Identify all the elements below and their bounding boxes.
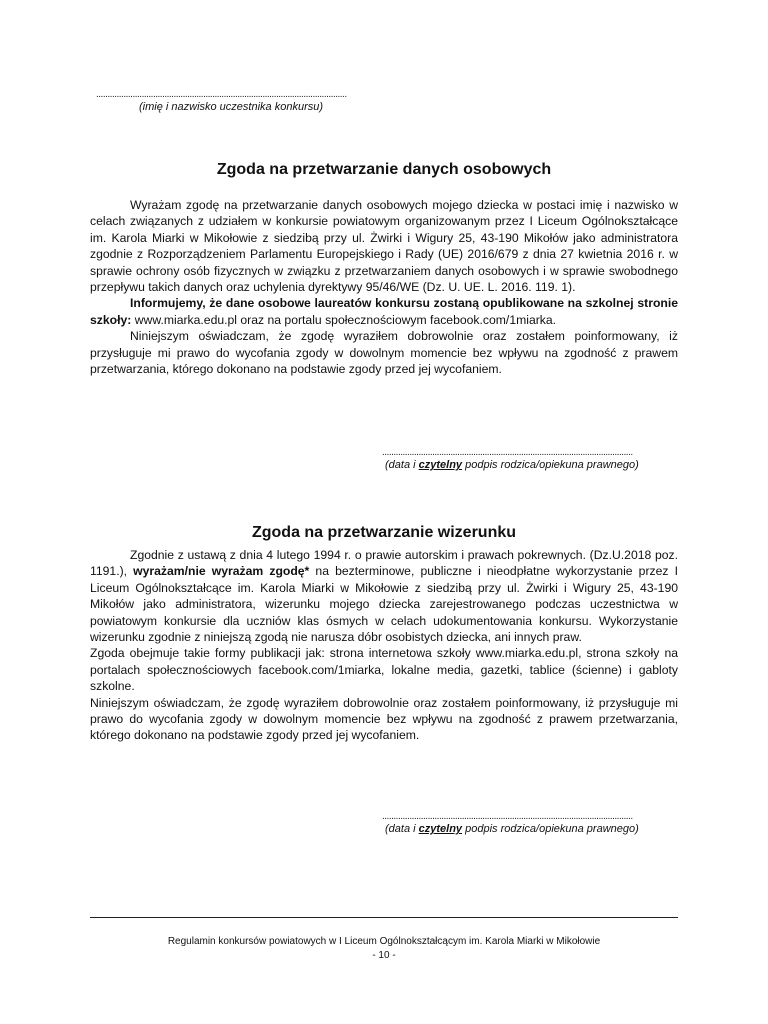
signature-caption-1-pre: (data i xyxy=(385,459,419,471)
image-consent-text-a: Zgodnie z ustawą z dnia 4 lutego 1994 r. o prawie autorskim i prawach pokrewnych. (Dz.U.2018 poz. 1191.), xyxy=(90,548,678,579)
voluntary-statement-paragraph-2: Niniejszym oświadczam, że zgodę wyraziłem dobrowolnie oraz zostałem poinformowany, iż przysługuje mi prawo do wycofania zgody w dowolnym momencie bez wpływu na zgodność z prawem przetwarzania, którego dokonano na podstawie zgody przed jej wycofaniem. xyxy=(90,695,678,743)
signature-line-1: .............................................................................................................. xyxy=(382,448,633,458)
personal-data-consent-paragraph: Wyrażam zgodę na przetwarzanie danych osobowych mojego dziecka w postaci imię i nazwisko w celach związanych z udziałem w konkursie powiatowym organizowanym przez I Liceum Ogólnokształcące im. Karola Miarki w Mikołowie z siedzibą przy ul. Żwirki i Wigury 25, 43-190 Mikołów jako administratora zgodnie z Rozporządzeniem Parlamentu Europejskiego i Rady (UE) 2016/679 z dnia 27 kwietnia 2016 r. w sprawie ochrony osób fizycznych w związku z przetwarzaniem danych osobowych i w sprawie swobodnego przepływu takich danych oraz uchylenia dyrektywy 95/46/WE (Dz. U. UE. L. 2016. 119. 1). xyxy=(90,198,678,295)
publication-info-rest: www.miarka.edu.pl oraz na portalu społecznościowym facebook.com/1miarka. xyxy=(131,312,557,327)
image-consent-body xyxy=(90,547,678,744)
personal-data-consent-body xyxy=(90,197,678,377)
image-consent-text-b: na bezterminowe, publiczne i nieodpłatne wykorzystanie przez I Liceum Ogólnokształcące im. Karola Miarki w Mikołowie z siedzibą przy ul. Żwirki i Wigury 25, 43-190 Mikołów jako administratora, wizerunku mojego dziecka zarejestrowanego podczas uczestnictwa w powiatowym konkursie dla uczniów klas ósmych w celach udokumentowania konkursu. Wykorzystanie wizerunku zgodnie z niniejszą zgodą nie narusza dóbr osobistych dziecka, ani innych praw. xyxy=(90,564,678,645)
signature-caption-2 xyxy=(385,823,639,835)
signature-caption-1-bold: czytelny xyxy=(418,459,463,471)
footer-divider xyxy=(90,917,678,918)
participant-name-caption: (imię i nazwisko uczestnika konkursu) xyxy=(139,101,324,113)
section-title-image: Zgoda na przetwarzanie wizerunku xyxy=(251,524,517,541)
page-number: - 10 - xyxy=(372,950,396,961)
signature-line-2: .............................................................................................................. xyxy=(382,812,633,822)
image-consent-choice: wyrażam/nie wyrażam zgodę* xyxy=(133,564,310,579)
publication-forms-paragraph: Zgoda obejmuje takie formy publikacji jak: strona internetowa szkoły www.miarka.edu.pl, strona szkoły na portalach społecznościowych facebook.com/1miarka, lokalne media, gazetki, tablice (ścienne) i gabloty szkolne. xyxy=(90,646,678,694)
signature-caption-1-post: podpis rodzica/opiekuna prawnego) xyxy=(462,459,639,471)
publication-info-bold: Informujemy, że dane osobowe laureatów konkursu zostaną opublikowane na szkolnej stronie szkoły: xyxy=(90,296,678,327)
signature-caption-1 xyxy=(385,459,639,471)
publication-info-paragraph xyxy=(90,295,678,328)
voluntary-statement-paragraph: Niniejszym oświadczam, że zgodę wyraziłem dobrowolnie oraz zostałem poinformowany, iż przysługuje mi prawo do wycofania zgody w dowolnym momencie bez wpływu na zgodność z prawem przetwarzania, którego dokonano na podstawie zgody przed jej wycofaniem. xyxy=(90,329,678,377)
footer xyxy=(90,935,678,963)
image-consent-paragraph xyxy=(90,547,678,645)
signature-caption-2-pre: (data i xyxy=(385,823,419,835)
section-title-personal-data: Zgoda na przetwarzanie danych osobowych xyxy=(216,161,552,178)
signature-caption-2-post: podpis rodzica/opiekuna prawnego) xyxy=(462,823,639,835)
signature-caption-2-bold: czytelny xyxy=(418,823,463,835)
participant-name-line: .............................................................................................................. xyxy=(96,90,347,100)
footer-text: Regulamin konkursów powiatowych w I Liceum Ogólnokształcącym im. Karola Miarki w Mikołowie xyxy=(167,936,601,947)
